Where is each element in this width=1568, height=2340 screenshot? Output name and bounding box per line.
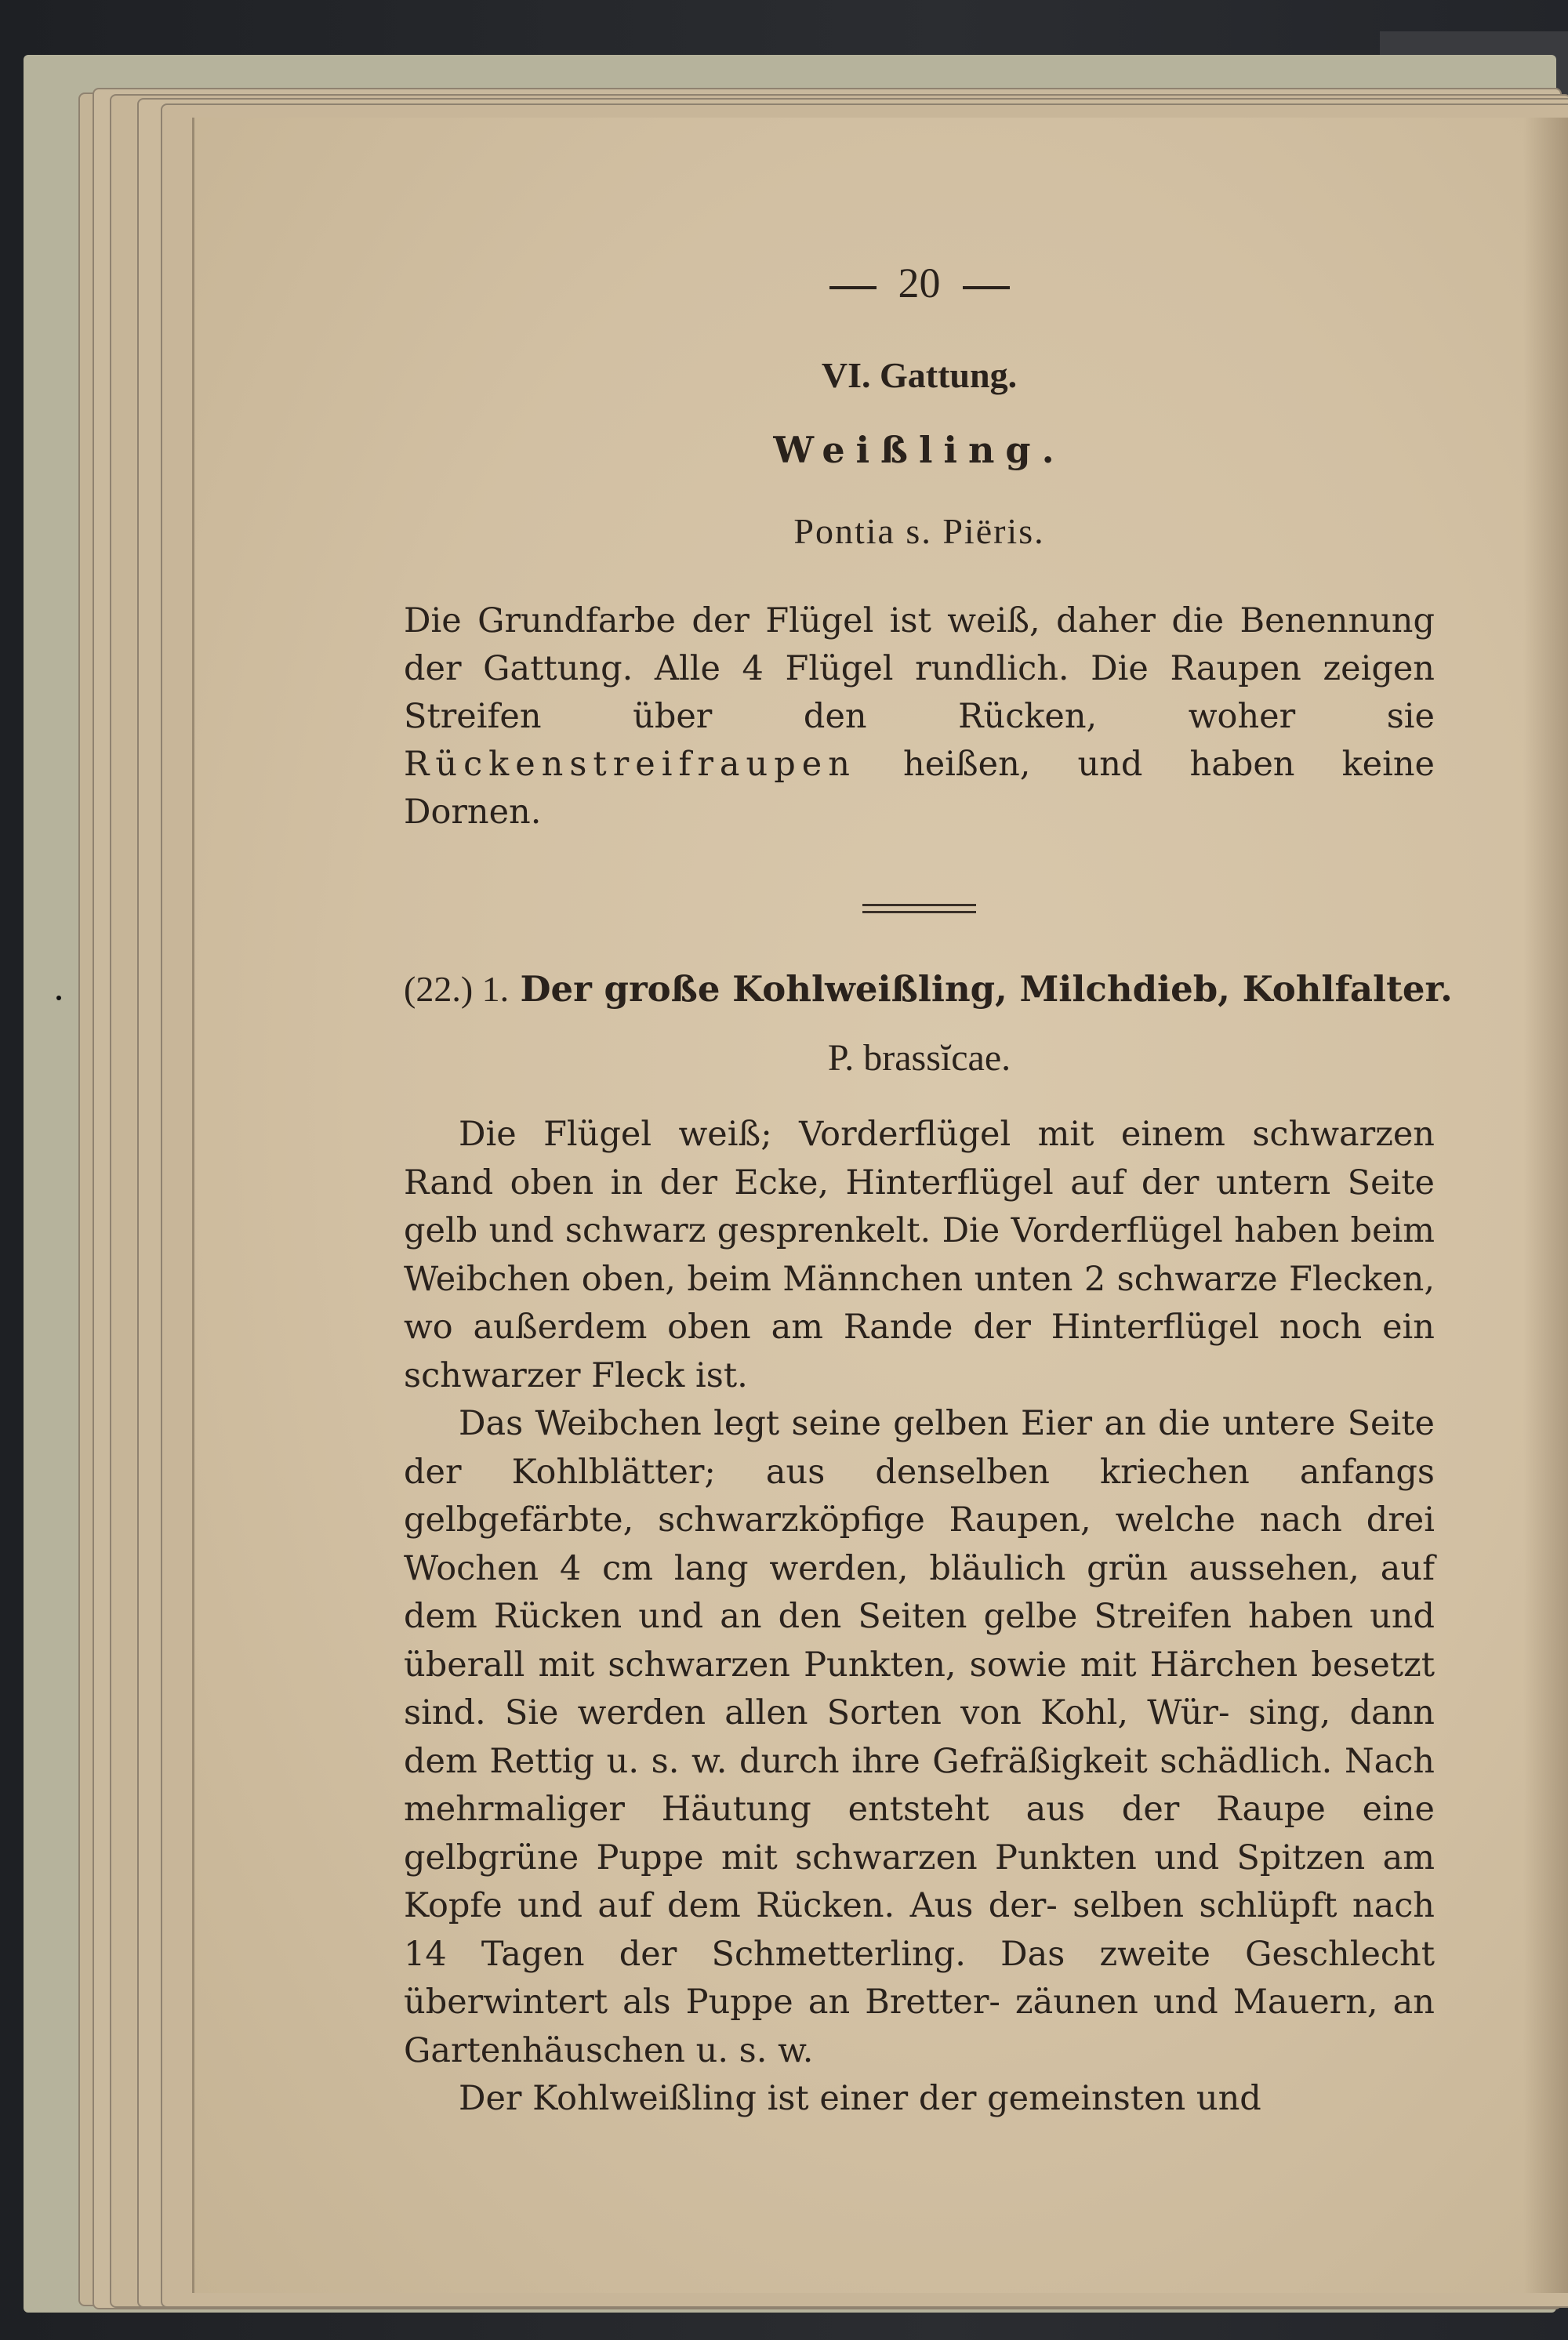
intro-text-part-1: Die Grundfarbe der Flügel ist weiß, daher die Benennung der Gattung. Alle 4 Flügel rundlich. Die Raupen zeigen Streifen über den Rücken, woher sie [404, 601, 1435, 736]
species-heading [404, 968, 1453, 1010]
species-description [404, 1111, 1435, 2124]
page-number-value: 20 [898, 259, 941, 307]
genus-german-title: Weißling. [773, 429, 1065, 471]
page-number [404, 259, 1435, 307]
dash-right [963, 286, 1010, 289]
section-heading: VI. Gattung. [821, 355, 1018, 395]
intro-text-part-2: heißen, und haben keine Dornen. [404, 745, 1435, 832]
paragraph: Der Kohlweißling ist einer der gemeinsten und [459, 2079, 1261, 2118]
double-rule-divider [862, 904, 976, 913]
species-name: Der große Kohlweißling, Milchdieb, Kohlfalter. [520, 968, 1453, 1010]
dust-speck [56, 996, 61, 1000]
paragraph: Das Weibchen legt seine gelben Eier an die untere Seite der Kohlblätter; aus denselben kriechen anfangs gelbgefärbte, schwarzköpfige Raupen, welche nach drei Wochen 4 cm lang werden, bläulich grün aussehen, auf dem Rücken und an den Seiten gelbe Streifen haben und überall mit schwarzen Punkten, sowie mit Härchen besetzt sind. Sie werden allen Sorten von Kohl, Wür- sing, dann dem Rettig u. s. w. durch ihre Gefräßigkeit schädlich. Nach mehrmaliger Häutung entsteht aus der Raupe eine gelbgrüne Puppe mit schwarzen Punkten und Spitzen am Kopfe und auf dem Rücken. Aus der- selben schlüpft nach 14 Tagen der Schmetterling. Das zweite Geschlecht überwintert als Puppe an Bretter- zäunen und Mauern, an Gartenhäuschen u. s. w. [404, 1404, 1435, 2070]
page-text [404, 259, 1453, 2124]
intro-paragraph [404, 597, 1435, 836]
intro-spaced-word: Rückenstreifraupen [404, 745, 856, 784]
genus-latin-title: Pontia s. Piëris. [793, 511, 1045, 551]
paragraph: Die Flügel weiß; Vorderflügel mit einem schwarzen Rand oben in der Ecke, Hinterflügel auf der untern Seite gelb und schwarz gesprenkelt. Die Vorderflügel haben beim Weibchen oben, beim Männchen unten 2 schwarze Flecken, wo außerdem oben am Rande der Hinterflügel noch ein schwarzer Fleck ist. [404, 1115, 1435, 1395]
species-latin-name: P. brassĭcae. [827, 1037, 1011, 1079]
species-number: (22.) 1. [404, 969, 510, 1009]
dash-left [829, 286, 877, 289]
